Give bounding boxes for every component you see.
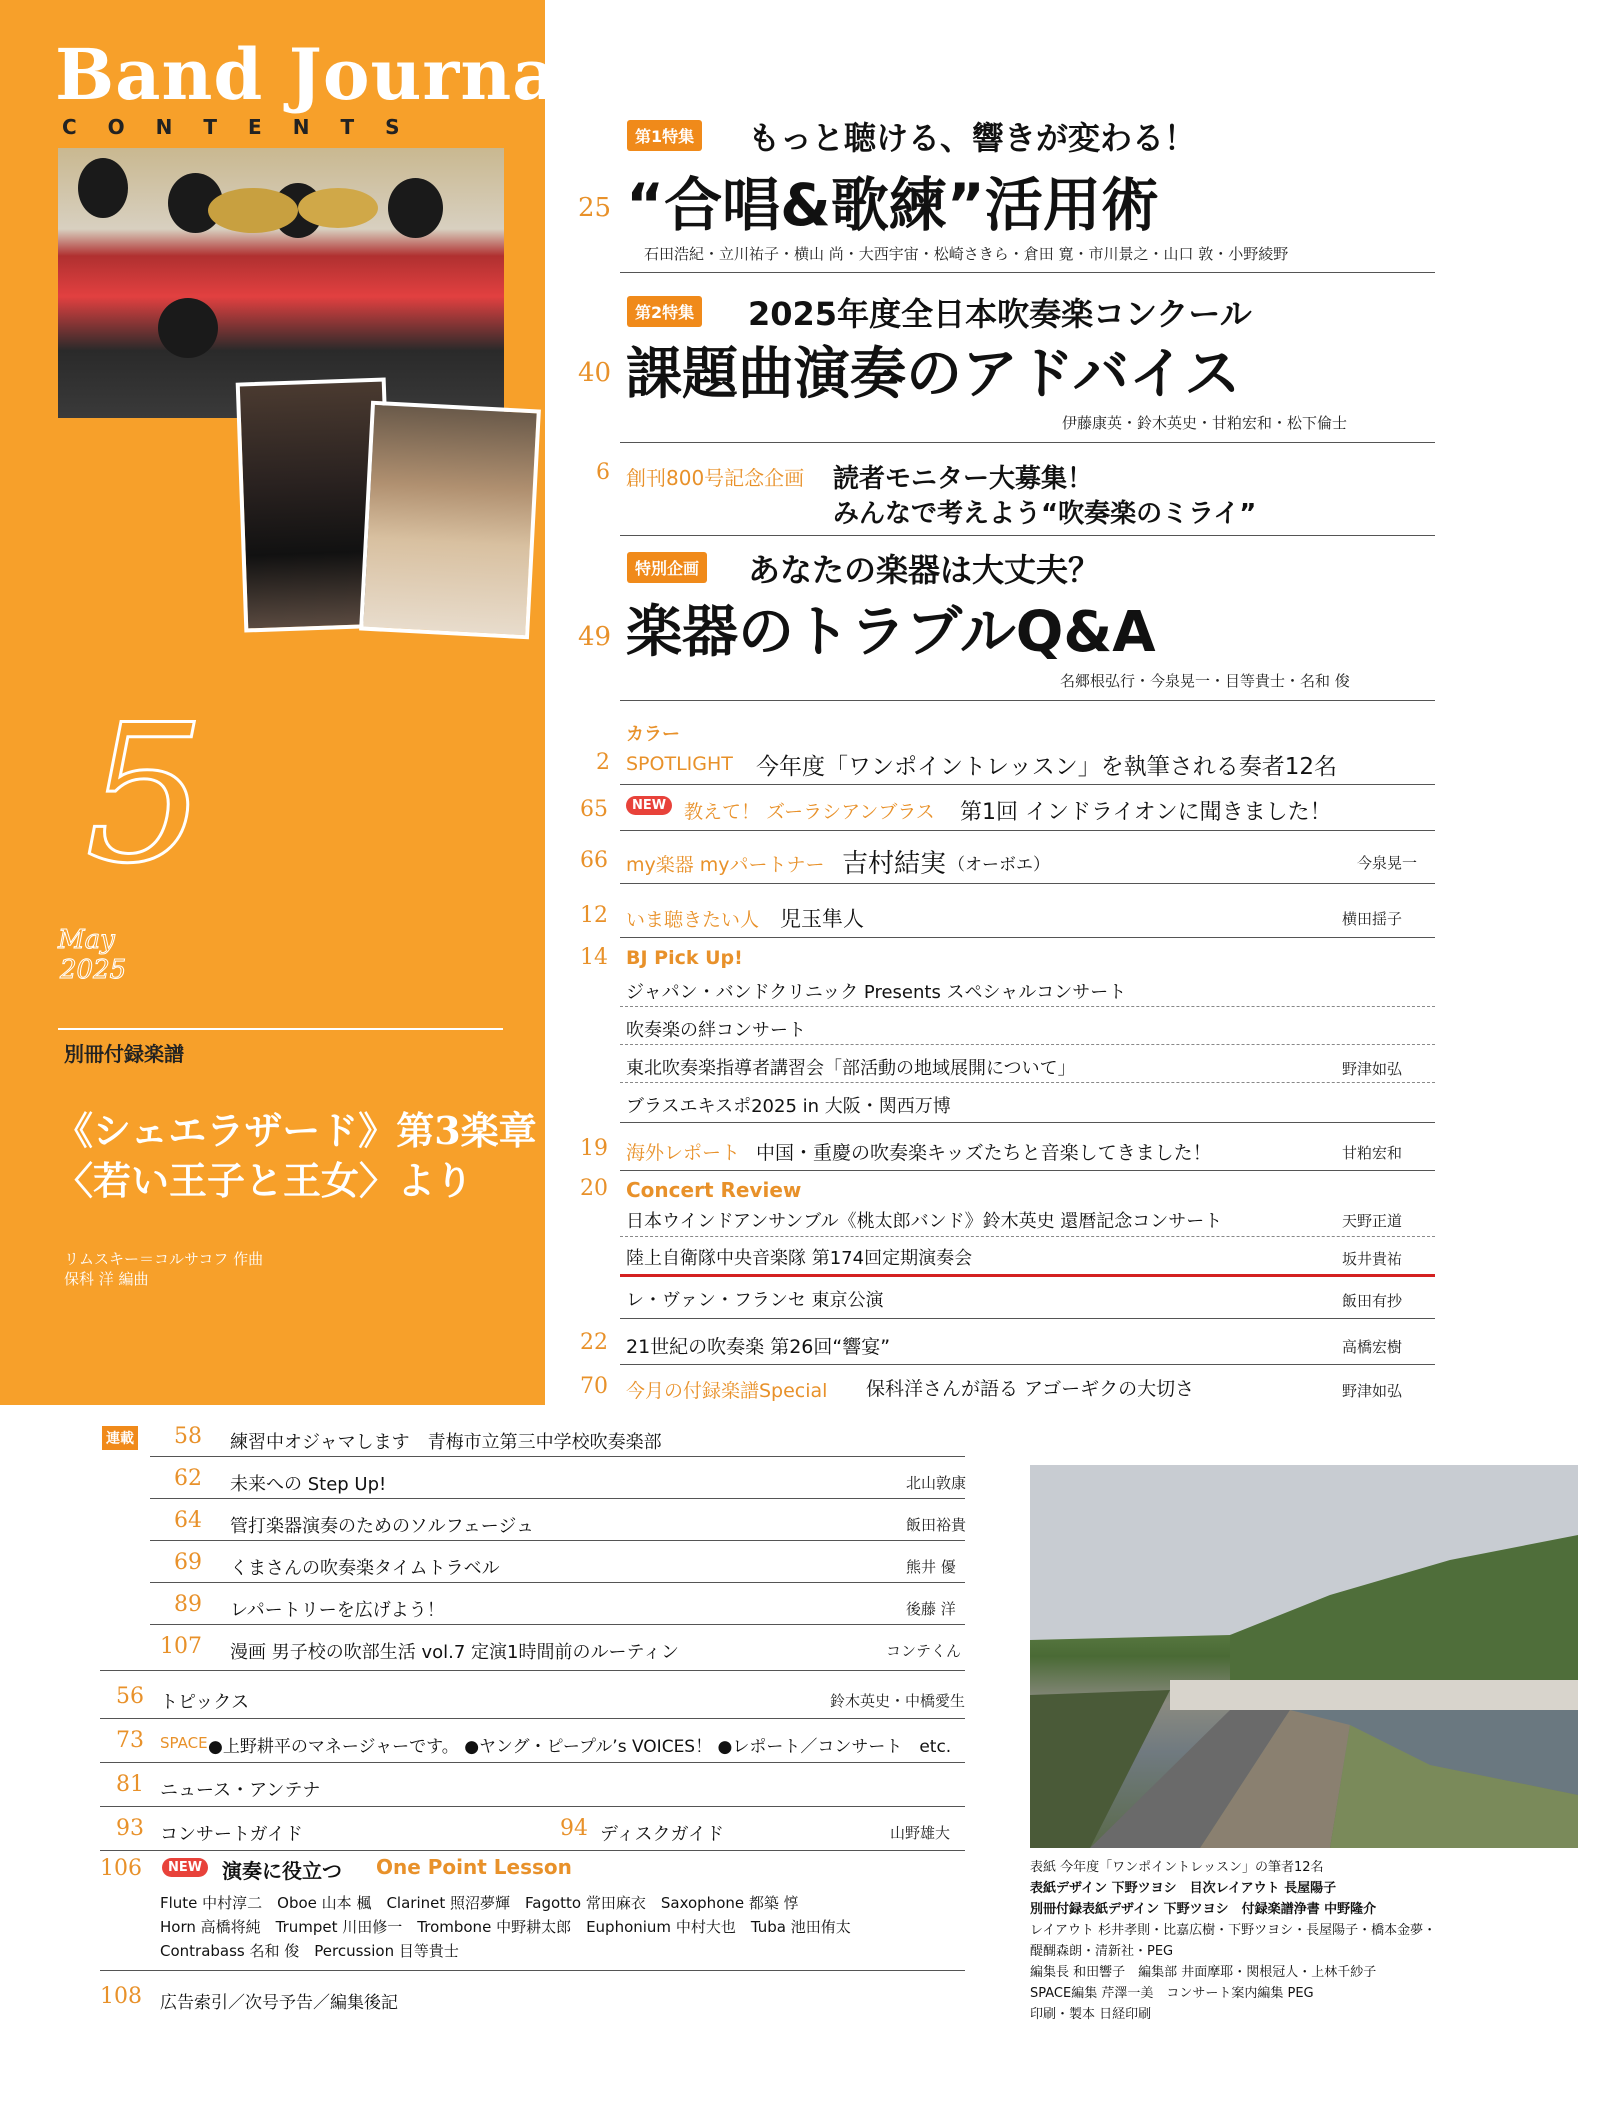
toc-author: 今泉晃一 [1357, 854, 1418, 872]
serial-page: 58 [174, 1424, 202, 1449]
interview-photo [359, 401, 541, 640]
feature-4-names: 名郷根弘行・今泉晃一・目等貴士・名和 俊 [1060, 672, 1350, 690]
new-badge: NEW [626, 796, 672, 815]
toc-page: 20 [580, 1176, 608, 1201]
lesson-authors: Contrabass 名和 俊 Percussion 目等貴士 [160, 1942, 459, 1960]
toc-item-en[interactable]: One Point Lesson [376, 1855, 572, 1879]
toc-item[interactable]: ニュース・アンテナ [160, 1780, 321, 1801]
toc-author: 山野雄大 [890, 1824, 951, 1842]
credit-line: SPACE編集 芹澤一美 コンサート案内編集 PEG [1030, 1986, 1314, 2001]
divider [150, 1582, 965, 1583]
feature-tag: 特別企画 [627, 552, 707, 583]
toc-item[interactable]: コンサートガイド [160, 1824, 303, 1845]
serial-page: 89 [174, 1592, 202, 1617]
divider [620, 1364, 1435, 1365]
supplement-arranger: 保科 洋 編曲 [64, 1270, 149, 1288]
toc-category: 今月の付録楽譜Special [626, 1380, 828, 1402]
divider [620, 442, 1435, 443]
divider [100, 1670, 965, 1671]
toc-item[interactable]: 第1回 インドライオンに聞きました！ [960, 800, 1332, 825]
new-badge-wrap [626, 794, 672, 815]
toc-item[interactable]: トピックス [160, 1692, 250, 1713]
toc-category: Concert Review [626, 1178, 802, 1202]
toc-page: 106 [100, 1856, 142, 1881]
toc-page: 14 [580, 945, 608, 970]
new-badge-wrap [162, 1856, 208, 1877]
toc-page: 81 [116, 1772, 144, 1797]
toc-author: 鈴木英史・中橋愛生 [830, 1692, 966, 1710]
toc-author: 野津如弘 [1342, 1060, 1403, 1078]
toc-item-suffix: （オーボエ） [948, 855, 1050, 875]
toc-category: いま聴きたい人 [626, 909, 760, 931]
supplement-title: 《シェエラザード》第3楽章 [55, 1108, 537, 1153]
supplement-subtitle: 〈若い王子と王女〉より [55, 1158, 474, 1203]
toc-category: BJ Pick Up! [626, 947, 743, 969]
feature-2-page: 40 [578, 358, 612, 388]
toc-page: 70 [580, 1374, 608, 1399]
toc-category: my楽器 myパートナー [626, 854, 825, 876]
review-item[interactable]: レ・ヴァン・フランセ 東京公演 [626, 1290, 884, 1311]
feature-3-page: 6 [596, 460, 610, 485]
divider [150, 1624, 965, 1625]
divider [100, 1850, 965, 1851]
toc-page: 22 [580, 1330, 608, 1355]
divider [620, 883, 1435, 884]
divider [100, 1970, 965, 1971]
serial-item[interactable]: 漫画 男子校の吹部生活 vol.7 定演1時間前のルーティン [230, 1642, 680, 1663]
divider [620, 1082, 1435, 1083]
toc-author: 野津如弘 [1342, 1382, 1403, 1400]
divider [620, 700, 1435, 701]
feature-4-title[interactable]: 楽器のトラブルQ&A [626, 600, 1156, 665]
feature-tag: 第2特集 [627, 296, 702, 327]
toc-page: 19 [580, 1136, 608, 1161]
serial-author: 北山敦康 [906, 1474, 967, 1492]
serial-page: 64 [174, 1508, 202, 1533]
feature-2-names: 伊藤康英・鈴木英史・甘粕宏和・松下倫士 [1062, 414, 1348, 432]
credit-line: 醍醐森朗・清新社・PEG [1030, 1944, 1174, 1959]
serial-author: 後藤 洋 [906, 1600, 956, 1618]
magazine-logo: Band Journal [55, 33, 587, 116]
toc-item[interactable]: 演奏に役立つ [222, 1859, 342, 1883]
divider [150, 1456, 965, 1457]
feature-4-tag-wrap [627, 552, 707, 583]
feature-2-title[interactable]: 課題曲演奏のアドバイス [626, 342, 1241, 407]
band-photo [58, 148, 504, 418]
issue-number: 5 [85, 684, 206, 905]
toc-author: 甘粕宏和 [1342, 1144, 1403, 1162]
pickup-item[interactable]: 東北吹奏楽指導者講習会「部活動の地域展開について」 [626, 1058, 1076, 1079]
toc-author: 坂井貴祐 [1342, 1250, 1403, 1268]
divider [620, 1122, 1435, 1123]
divider [620, 535, 1435, 536]
city-scene [1030, 1465, 1578, 1848]
serial-page: 69 [174, 1550, 202, 1575]
toc-category: 海外レポート [626, 1142, 741, 1164]
lesson-authors: Flute 中村淳二 Oboe 山本 楓 Clarinet 照沼夢輝 Fagotto 常田麻衣 Saxophone 都築 惇 [160, 1894, 799, 1912]
contents-heading: CONTENTS [62, 115, 431, 139]
feature-1-subtitle: もっと聴ける、響きが変わる！ [748, 119, 1197, 157]
supplement-label: 別冊付録楽譜 [64, 1042, 184, 1066]
divider [620, 1170, 1435, 1171]
issue-year: 2025 [60, 955, 127, 985]
feature-tag: 第1特集 [627, 120, 702, 151]
serial-page: 107 [160, 1634, 202, 1659]
divider [620, 937, 1435, 938]
feature-1-page: 25 [578, 193, 612, 223]
toc-author: 横田揺子 [1342, 910, 1403, 928]
toc-page: 65 [580, 797, 608, 822]
toc-item[interactable]: 吉村結実 [842, 849, 947, 879]
feature-3-line1[interactable]: 読者モニター大募集！ [833, 464, 1094, 494]
toc-item[interactable]: 広告索引／次号予告／編集後記 [160, 1993, 398, 2013]
color-section-label: カラー [626, 724, 680, 745]
divider [100, 1718, 965, 1719]
credit-line: 別冊付録表紙デザイン 下野ツヨシ 付録楽譜浄書 中野隆介 [1030, 1902, 1377, 1917]
toc-page: 93 [116, 1816, 144, 1841]
divider [58, 1028, 503, 1030]
feature-3-line2[interactable]: みんなで考えよう“吹奏楽のミライ” [833, 499, 1257, 529]
lesson-authors: Horn 高橋将純 Trumpet 川田修一 Trombone 中野耕太郎 Euphonium 中村大也 Tuba 池田侑太 [160, 1918, 851, 1936]
feature-2-subtitle: 2025年度全日本吹奏楽コンクール [748, 295, 1252, 333]
divider [620, 784, 1435, 785]
toc-page: 2 [596, 750, 610, 775]
toc-page: 94 [560, 1816, 588, 1841]
pickup-item[interactable]: ジャパン・バンドクリニック Presents スペシャルコンサート [626, 982, 1127, 1003]
serial-item[interactable]: 管打楽器演奏のためのソルフェージュ [230, 1516, 535, 1537]
toc-category: 教えて！ ズーラシアンブラス [684, 801, 935, 823]
divider [100, 1806, 965, 1807]
toc-item[interactable]: 今年度「ワンポイントレッスン」を執筆される奏者12名 [756, 754, 1338, 780]
serial-item[interactable]: 練習中オジャマします 青梅市立第三中学校吹奏楽部 [230, 1432, 662, 1453]
toc-author: 高橋宏樹 [1342, 1338, 1403, 1356]
toc-author: 飯田有抄 [1342, 1292, 1403, 1310]
toc-page: 12 [580, 903, 608, 928]
toc-category: SPOTLIGHT [626, 753, 733, 775]
divider [150, 1498, 965, 1499]
serial-badge-wrap [102, 1426, 138, 1450]
feature-2-tag-wrap [627, 296, 702, 327]
toc-category: SPACE [160, 1734, 208, 1752]
feature-4-subtitle: あなたの楽器は大丈夫？ [748, 551, 1101, 589]
divider [620, 830, 1435, 831]
toc-author: 天野正道 [1342, 1212, 1403, 1230]
divider [150, 1540, 965, 1541]
serial-author: 熊井 優 [906, 1558, 956, 1576]
credit-line: レイアウト 杉井孝則・比嘉広樹・下野ツヨシ・長屋陽子・橋本金夢・ [1030, 1923, 1437, 1938]
serial-item[interactable]: くまさんの吹奏楽タイムトラベル [230, 1558, 500, 1579]
toc-page: 73 [116, 1728, 144, 1753]
credit-line: 表紙 今年度「ワンポイントレッスン」の筆者12名 [1030, 1860, 1324, 1875]
divider [620, 1236, 1435, 1237]
review-item[interactable]: 陸上自衛隊中央音楽隊 第174回定期演奏会 [626, 1248, 973, 1269]
toc-item[interactable]: ●上野耕平のマネージャーです。 ●ヤング・ピープル’s VOICES！ ●レポート／コンサート etc. [208, 1737, 952, 1757]
pickup-item[interactable]: 吹奏楽の絆コンサート [626, 1020, 806, 1041]
credit-line: 印刷・製本 日経印刷 [1030, 2007, 1152, 2022]
serial-page: 62 [174, 1466, 202, 1491]
toc-page: 108 [100, 1984, 142, 2009]
cover-photo [1030, 1465, 1578, 1848]
credit-line: 表紙デザイン 下野ツヨシ 目次レイアウト 長屋陽子 [1030, 1881, 1337, 1896]
new-badge: NEW [162, 1858, 208, 1877]
feature-1-names: 石田浩紀・立川祐子・横山 尚・大西宇宙・松崎さきら・倉田 寛・市川景之・山口 敦・小野綾野 [644, 245, 1289, 263]
toc-page: 56 [116, 1684, 144, 1709]
toc-item[interactable]: 中国・重慶の吹奏楽キッズたちと音楽してきました！ [756, 1142, 1212, 1164]
toc-item[interactable]: 21世紀の吹奏楽 第26回“響宴” [626, 1336, 891, 1358]
serial-author: コンテくん [886, 1642, 962, 1660]
highlight-underline [620, 1274, 1435, 1277]
serial-item[interactable]: レパートリーを広げよう！ [230, 1600, 445, 1621]
feature-1-title[interactable]: “合唱&歌練”活用術 [626, 171, 1159, 239]
divider [100, 1762, 965, 1763]
toc-item[interactable]: 保科洋さんが語る アゴーギクの大切さ [866, 1378, 1195, 1400]
serial-badge: 連載 [102, 1426, 138, 1450]
feature-4-page: 49 [578, 622, 612, 652]
divider [620, 1044, 1435, 1045]
toc-item[interactable]: ディスクガイド [600, 1824, 725, 1845]
supplement-composer: リムスキー＝コルサコフ 作曲 [64, 1250, 264, 1268]
toc-page: 66 [580, 848, 608, 873]
divider [620, 1318, 1435, 1319]
issue-month: May [58, 925, 115, 955]
credit-line: 編集長 和田響子 編集部 井面摩耶・関根冠人・上林千紗子 [1030, 1965, 1377, 1980]
pickup-item[interactable]: ブラスエキスポ2025 in 大阪・関西万博 [626, 1096, 951, 1117]
serial-author: 飯田裕貴 [906, 1516, 967, 1534]
toc-item[interactable]: 児玉隼人 [780, 907, 864, 931]
review-item[interactable]: 日本ウインドアンサンブル《桃太郎バンド》鈴木英史 還暦記念コンサート [626, 1211, 1223, 1232]
serial-item[interactable]: 未来への Step Up! [230, 1474, 387, 1495]
divider [620, 272, 1435, 273]
divider [620, 1006, 1435, 1007]
feature-1-tag-wrap [627, 120, 702, 151]
feature-3-tag: 創刊800号記念企画 [626, 466, 805, 490]
